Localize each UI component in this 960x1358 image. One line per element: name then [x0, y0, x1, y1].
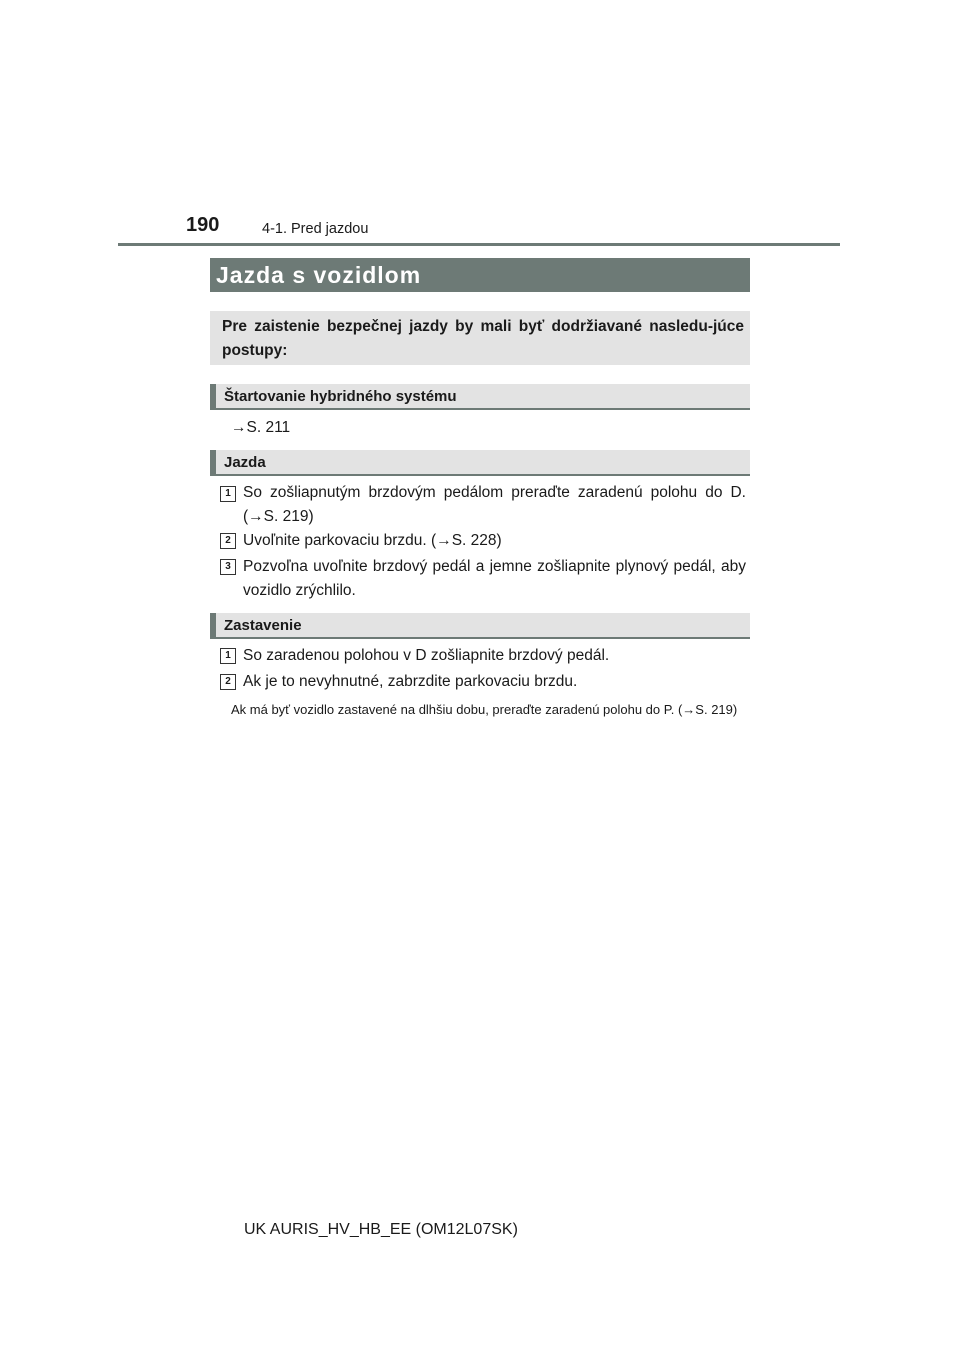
intro-box: [210, 311, 750, 365]
step-text: Ak je to nevyhnutné, zabrzdite parkovaciu brzdu.: [243, 673, 578, 690]
subheading-driving: Jazda: [210, 450, 750, 476]
footer-document-code: UK AURIS_HV_HB_EE (OM12L07SK): [244, 1221, 518, 1238]
step-text: Uvoľnite parkovaciu brzdu. (→S. 228): [243, 532, 502, 549]
step-text: So zošliapnutým brzdovým pedálom preraďte zaradenú polohu do D. (→S. 219): [243, 484, 746, 525]
header-divider: [118, 243, 840, 246]
page-title: Jazda s vozidlom: [210, 258, 750, 292]
intro-text: Pre zaistenie bezpečnej jazdy by mali byť dodržiavané nasledu-júce postupy:: [222, 318, 744, 359]
step-number-badge: 1: [220, 486, 236, 502]
step-text: So zaradenou polohou v D zošliapnite brzdový pedál.: [243, 647, 610, 664]
section-label: 4-1. Pred jazdou: [262, 221, 369, 237]
page-reference-link[interactable]: →S. 211: [231, 419, 291, 436]
step-number-badge: 2: [220, 674, 236, 690]
step-number-badge: 3: [220, 559, 236, 575]
page-number: 190: [186, 214, 220, 236]
subheading-start-hybrid: Štartovanie hybridného systému: [210, 384, 750, 410]
step-text: Pozvoľna uvoľnite brzdový pedál a jemne zošliapnite plynový pedál, aby vozidlo zrýchlilo.: [243, 558, 746, 599]
note-text: Ak má byť vozidlo zastavené na dlhšiu dobu, preraďte zaradenú polohu do P. (→S. 219): [231, 702, 738, 717]
step-number-badge: 1: [220, 648, 236, 664]
subheading-stopping: Zastavenie: [210, 613, 750, 639]
step-number-badge: 2: [220, 533, 236, 549]
